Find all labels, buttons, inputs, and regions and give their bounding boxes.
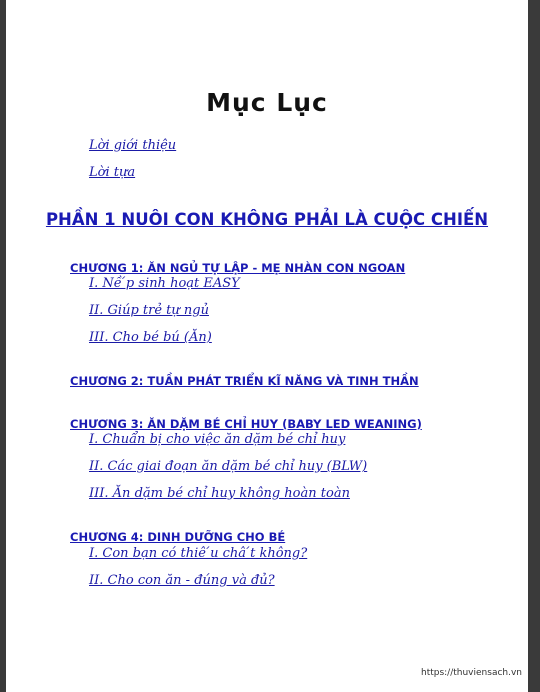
chapter-3-item-2[interactable]: II. Các giai đoạn ăn dặm bé chỉ huy (BLW): [89, 459, 368, 474]
chapter-3-item-3[interactable]: III. Ăn dặm bé chỉ huy không hoàn toàn: [89, 486, 350, 501]
chapter-3-link[interactable]: CHƯƠNG 3: ĂN DẶM BÉ CHỈ HUY (BABY LED WEANING): [70, 417, 422, 431]
part-1-heading[interactable]: PHẦN 1 NUÔI CON KHÔNG PHẢI LÀ CUỘC CHIẾN: [45, 210, 489, 229]
chapter-1-item-3[interactable]: III. Cho bé bú (Ăn): [89, 330, 212, 345]
chapter-4-item-1[interactable]: I. Con bạn có thiê ́u châ ́t không?: [89, 546, 308, 561]
chapter-1-item-1[interactable]: I. Nề ́p sinh hoạt EASY: [89, 276, 240, 291]
chapter-3-item-1[interactable]: I. Chuẩn bị cho việc ăn dặm bé chỉ huy: [89, 432, 346, 447]
page-title: Mục Lục: [206, 88, 328, 117]
chapter-4-link[interactable]: CHƯƠNG 4: DINH DƯỠNG CHO BÉ: [70, 530, 286, 544]
chapter-1-link[interactable]: CHƯƠNG 1: ĂN NGỦ TỰ LẬP - MẸ NHÀN CON NGOAN: [70, 261, 406, 275]
link-loi-gioi-thieu[interactable]: Lời giới thiệu: [89, 138, 177, 153]
document-page: [6, 0, 528, 692]
chapter-1-item-2[interactable]: II. Giúp trẻ tự ngủ: [89, 303, 209, 318]
chapter-2-link[interactable]: CHƯƠNG 2: TUẦN PHÁT TRIỂN KĨ NĂNG VÀ TINH THẦN: [70, 374, 419, 388]
link-loi-tua[interactable]: Lời tựa: [89, 165, 136, 180]
chapter-4-item-2[interactable]: II. Cho con ăn - đúng và đủ?: [89, 573, 275, 588]
footer-url[interactable]: https://thuviensach.vn: [420, 668, 522, 678]
